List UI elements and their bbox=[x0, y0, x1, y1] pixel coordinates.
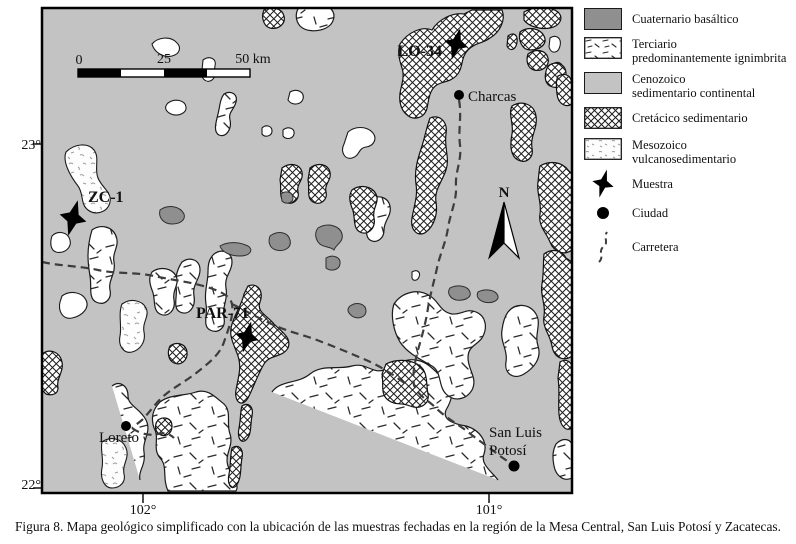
legend-label-line1: Cenozoico bbox=[632, 72, 686, 86]
legend-label-line2: vulcanosedimentario bbox=[632, 152, 737, 167]
sample-label-zc1: ZC-1 bbox=[88, 189, 124, 206]
legend-item-cretaceous bbox=[584, 107, 748, 129]
city-dot-icon bbox=[595, 205, 611, 221]
legend-item-carretera bbox=[584, 230, 679, 264]
sample-label-lo34: LO-34 bbox=[397, 43, 442, 60]
lat-label-22: 22° bbox=[21, 478, 41, 493]
legend-label: Carretera bbox=[632, 239, 679, 254]
legend-item-cenozoic bbox=[584, 72, 755, 100]
quaternary-swatch bbox=[584, 8, 622, 30]
scale-label-25: 25 bbox=[157, 52, 171, 67]
scale-label-50km: 50 km bbox=[235, 52, 271, 67]
lon-label-102: 102° bbox=[129, 503, 157, 518]
road-dashed-icon bbox=[591, 230, 615, 264]
legend bbox=[584, 0, 796, 300]
cretaceous-crosshatch-swatch bbox=[584, 107, 622, 129]
legend-label: Muestra bbox=[632, 176, 673, 191]
legend-label-line1: Mesozoico bbox=[632, 138, 687, 152]
sample-label-par71: PAR-71 bbox=[196, 305, 250, 322]
scale-label-0: 0 bbox=[75, 53, 83, 68]
city-dot-charcas bbox=[454, 90, 464, 100]
lon-label-101: 101° bbox=[475, 503, 503, 518]
figure-caption: Figura 8. Mapa geológico simplificado con la ubicación de las muestras fechadas en la región de la Mesa Central, San Luis Potosí y Zacatecas. bbox=[14, 519, 781, 534]
legend-label-line1: Terciario bbox=[632, 37, 677, 51]
north-arrow-label: N bbox=[498, 185, 510, 201]
legend-label-line2: sedimentario continental bbox=[632, 86, 756, 101]
legend-item-tertiary bbox=[584, 37, 786, 65]
legend-item-quaternary bbox=[584, 8, 739, 30]
legend-item-muestra bbox=[584, 168, 673, 200]
legend-label: Ciudad bbox=[632, 205, 669, 220]
mesozoic-speckle-swatch bbox=[584, 138, 622, 160]
city-label-san-luis-line2: Potosí bbox=[489, 443, 527, 459]
city-dot-san-luis-potosi bbox=[509, 461, 520, 472]
legend-item-ciudad bbox=[584, 205, 668, 221]
legend-item-mesozoic bbox=[584, 138, 736, 166]
city-label-san-luis-line1: San Luis bbox=[489, 425, 542, 441]
tertiary-ignimbrite-swatch bbox=[584, 37, 622, 59]
sample-star-icon bbox=[588, 168, 618, 200]
city-label-charcas: Charcas bbox=[468, 89, 517, 105]
legend-label-line2: predominantemente ignimbrita bbox=[632, 51, 787, 66]
legend-label: Cuaternario basáltico bbox=[632, 11, 739, 26]
lat-label-23: 23° bbox=[21, 138, 41, 153]
cenozoic-swatch bbox=[584, 72, 622, 94]
legend-label: Cretácico sedimentario bbox=[632, 110, 748, 125]
city-label-loreto: Loreto bbox=[99, 430, 139, 446]
